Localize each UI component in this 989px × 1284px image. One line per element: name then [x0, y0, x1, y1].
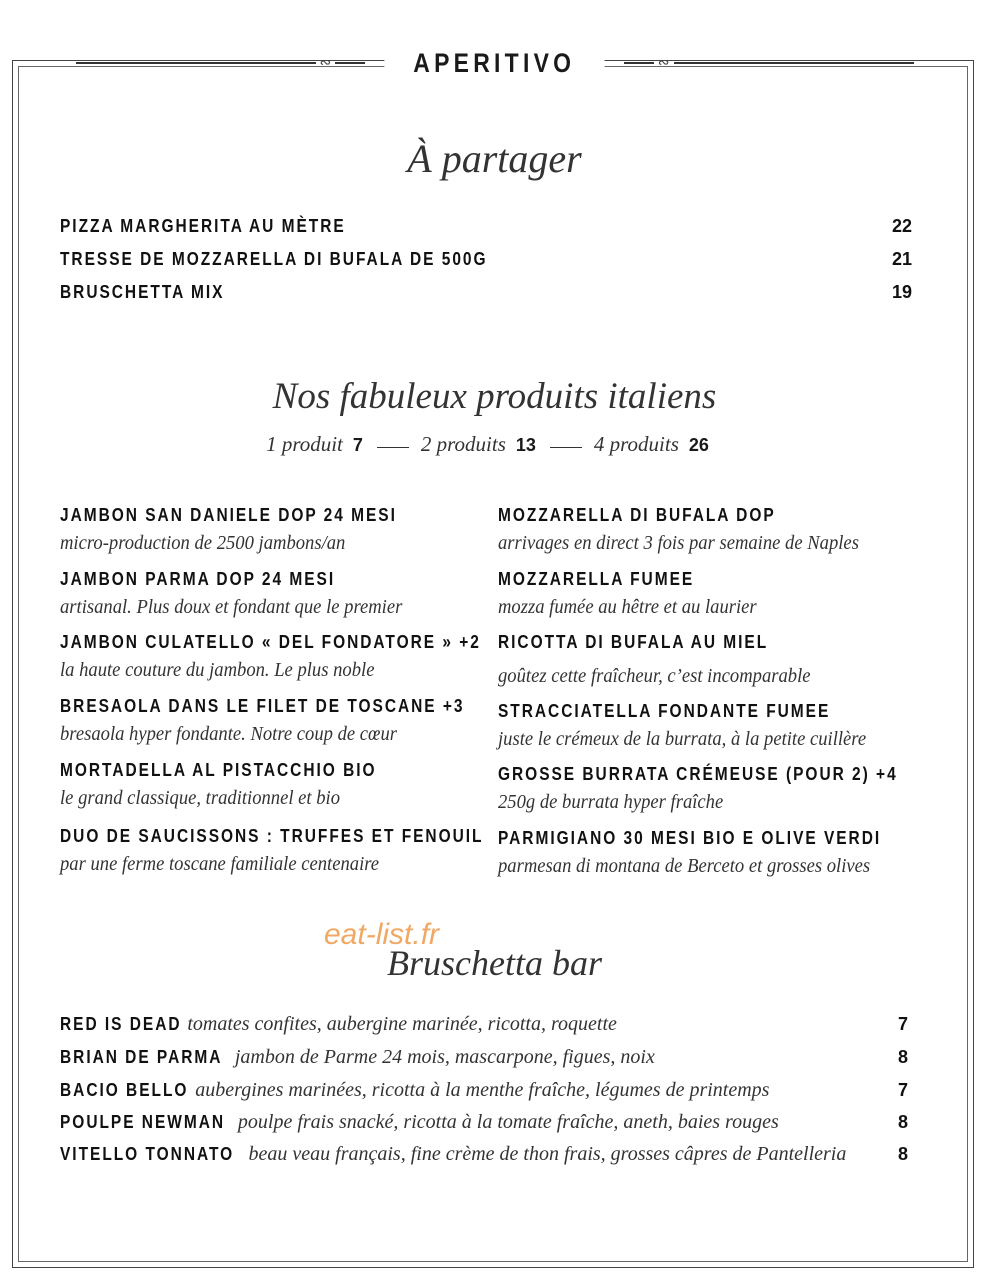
bruschetta-desc: beau veau français, fine crème de thon frais, grosses câpres de Pantelleria — [248, 1143, 847, 1165]
bruschetta-item — [60, 1079, 769, 1102]
pricing-label: 4 produits — [593, 432, 679, 456]
product-item — [498, 828, 944, 878]
watermark-text: eat-list.fr — [324, 918, 440, 951]
product-desc: parmesan di montana de Berceto et grosses olives — [498, 855, 871, 877]
bruschetta-price: 7 — [897, 1014, 908, 1034]
product-item — [498, 569, 776, 619]
flourish-icon: ∾ — [657, 55, 670, 71]
share-item-price: 22 — [891, 216, 912, 236]
bruschetta-price: 8 — [897, 1112, 908, 1132]
share-item — [60, 216, 392, 237]
product-desc: bresaola hyper fondante. Notre coup de cœur — [60, 723, 397, 745]
share-item-name: PIZZA MARGHERITA AU MÈTRE — [60, 216, 346, 236]
product-desc: le grand classique, traditionnel et bio — [60, 787, 341, 809]
product-item — [498, 505, 886, 555]
bruschetta-item — [60, 1111, 779, 1134]
product-desc: arrivages en direct 3 fois par semaine de Naples — [498, 532, 859, 554]
bruschetta-item — [60, 1013, 617, 1036]
product-item — [498, 764, 963, 814]
bruschetta-name: BACIO BELLO — [60, 1080, 189, 1100]
share-item — [60, 282, 251, 303]
product-item — [60, 569, 428, 619]
pricing-price: 13 — [515, 435, 536, 455]
pricing-dash — [550, 447, 582, 448]
pricing-label: 2 produits — [420, 432, 506, 456]
bruschetta-price: 8 — [897, 1144, 908, 1164]
share-item-name: BRUSCHETTA MIX — [60, 282, 225, 302]
share-item — [60, 249, 557, 270]
product-item — [60, 760, 428, 810]
product-desc: micro-production de 2500 jambons/an — [60, 532, 346, 554]
bruschetta-price: 7 — [897, 1080, 908, 1100]
product-desc: juste le crémeux de la burrata, à la petite cuillère — [498, 728, 867, 750]
product-name: MOZZARELLA FUMEE — [498, 569, 695, 589]
product-name: BRESAOLA DANS LE FILET DE TOSCANE +3 — [60, 696, 465, 716]
bruschetta-desc: poulpe frais snacké, ricotta à la tomate fraîche, aneth, baies rouges — [237, 1111, 779, 1133]
section-title-products: Nos fabuleux produits italiens — [272, 376, 717, 417]
header-rule-right — [624, 55, 914, 71]
header-rule-left — [76, 55, 366, 71]
product-desc: 250g de burrata hyper fraîche — [498, 791, 724, 813]
section-title-bruschetta: Bruschetta bar — [387, 943, 602, 983]
product-desc: artisanal. Plus doux et fondant que le premier — [60, 596, 403, 618]
bruschetta-name: BRIAN DE PARMA — [60, 1047, 223, 1067]
flourish-icon: ∾ — [319, 55, 332, 71]
bruschetta-desc: tomates confites, aubergine marinée, ricotta, roquette — [187, 1013, 617, 1035]
product-name: MORTADELLA AL PISTACCHIO BIO — [60, 760, 377, 780]
share-item-price: 21 — [891, 249, 912, 269]
pricing-dash — [377, 447, 409, 448]
product-item — [60, 826, 552, 876]
pricing-label: 1 produit — [266, 432, 343, 456]
share-item-price: 19 — [891, 282, 912, 302]
bruschetta-name: VITELLO TONNATO — [60, 1144, 235, 1164]
product-name: JAMBON SAN DANIELE DOP 24 MESI — [60, 505, 397, 525]
menu-title: APERITIVO — [385, 48, 605, 79]
bruschetta-price: 8 — [897, 1047, 908, 1067]
product-item — [60, 632, 549, 682]
product-desc: par une ferme toscane familiale centenaire — [60, 853, 380, 875]
product-name: STRACCIATELLA FONDANTE FUMEE — [498, 701, 831, 721]
pricing-price: 26 — [688, 435, 709, 455]
product-desc: la haute couture du jambon. Le plus noble — [60, 659, 375, 681]
product-item — [60, 696, 530, 746]
bruschetta-item — [60, 1046, 655, 1069]
bruschetta-name: RED IS DEAD — [60, 1014, 182, 1034]
product-name: GROSSE BURRATA CRÉMEUSE (POUR 2) +4 — [498, 764, 898, 784]
product-name: RICOTTA DI BUFALA AU MIEL — [498, 632, 769, 652]
product-item — [498, 701, 894, 751]
pricing-price: 7 — [352, 435, 363, 455]
product-item — [60, 505, 452, 555]
product-name: JAMBON PARMA DOP 24 MESI — [60, 569, 336, 589]
bruschetta-desc: jambon de Parme 24 mois, mascarpone, figues, noix — [234, 1046, 655, 1068]
menu-header — [0, 40, 989, 86]
product-name: MOZZARELLA DI BUFALA DOP — [498, 505, 776, 525]
product-desc: goûtez cette fraîcheur, c’est incomparable — [498, 665, 811, 687]
bruschetta-desc: aubergines marinées, ricotta à la menthe fraîche, légumes de printemps — [195, 1079, 770, 1101]
section-title-share: À partager — [407, 136, 582, 181]
product-item — [498, 632, 834, 688]
product-name: DUO DE SAUCISSONS : TRUFFES ET FENOUIL — [60, 826, 484, 846]
bruschetta-item — [60, 1143, 846, 1166]
product-desc: mozza fumée au hêtre et au laurier — [498, 596, 757, 618]
products-pricing — [0, 432, 989, 457]
product-name: JAMBON CULATELLO « DEL FONDATORE » +2 — [60, 632, 481, 652]
product-name: PARMIGIANO 30 MESI BIO E OLIVE VERDI — [498, 828, 882, 848]
bruschetta-name: POULPE NEWMAN — [60, 1112, 226, 1132]
share-item-name: TRESSE DE MOZZARELLA DI BUFALA DE 500G — [60, 249, 488, 269]
